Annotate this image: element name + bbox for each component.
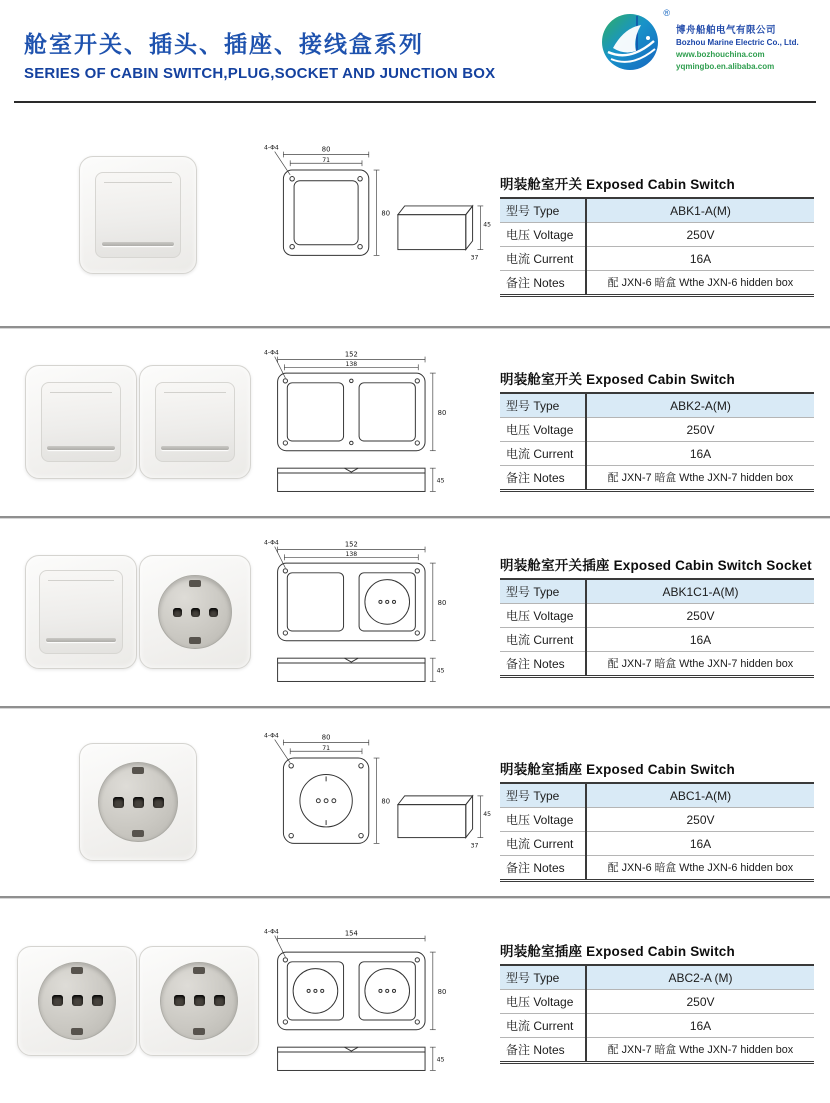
spec-title-zh: 明装舱室插座 bbox=[500, 762, 583, 777]
product-photo-switch-socket bbox=[25, 555, 251, 669]
dimension-drawing-double-socket bbox=[264, 923, 492, 1078]
svg-text:45: 45 bbox=[483, 221, 492, 229]
switch-rocker bbox=[155, 382, 235, 462]
spec-row-current: 电流 Current 16A bbox=[500, 628, 814, 652]
spec-title-zh: 明装舱室开关插座 bbox=[500, 558, 610, 573]
spec-row-notes: 备注 Notes 配 JXN-7 暗盒 Wthe JXN-7 hidden box bbox=[500, 652, 814, 677]
company-text-block bbox=[676, 22, 808, 71]
spec-row-notes: 备注 Notes 配 JXN-6 暗盒 Wthe JXN-6 hidden box bbox=[500, 856, 814, 881]
page-header bbox=[0, 0, 830, 103]
product-photo-double-socket bbox=[17, 946, 259, 1056]
spec-row-type: 型号 Type ABK1-A(M) bbox=[500, 198, 814, 223]
svg-text:138: 138 bbox=[345, 361, 358, 369]
company-url-2: yqmingbo.en.alibaba.com bbox=[676, 62, 775, 71]
spec-title bbox=[500, 758, 814, 778]
spec-block-abc1 bbox=[494, 758, 816, 882]
spec-row-current: 电流 Current 16A bbox=[500, 1014, 814, 1038]
section-abc1 bbox=[0, 708, 830, 898]
registered-mark: ® bbox=[663, 8, 670, 18]
dimension-drawing-single-socket bbox=[264, 727, 492, 877]
section-abk1 bbox=[0, 103, 830, 328]
page-title-block bbox=[24, 26, 495, 82]
company-url-1: www.bozhouchina.com bbox=[676, 50, 765, 59]
spec-title bbox=[500, 173, 814, 193]
svg-text:37: 37 bbox=[470, 842, 479, 850]
dimension-drawing-switch-socket bbox=[264, 534, 492, 689]
spec-table bbox=[500, 964, 814, 1064]
spec-title-en: Exposed Cabin Switch bbox=[586, 372, 735, 387]
switch-rocker bbox=[95, 172, 181, 258]
svg-text:4-Φ4: 4-Φ4 bbox=[264, 144, 279, 152]
svg-text:80: 80 bbox=[381, 797, 391, 806]
spec-title-en: Exposed Cabin Switch bbox=[586, 944, 735, 959]
spec-row-notes: 备注 Notes 配 JXN-7 暗盒 Wthe JXN-7 hidden box bbox=[500, 1038, 814, 1063]
spec-row-current: 电流 Current 16A bbox=[500, 247, 814, 271]
switch-rocker bbox=[39, 570, 123, 654]
spec-row-notes: 备注 Notes 配 JXN-6 暗盒 Wthe JXN-6 hidden box bbox=[500, 271, 814, 296]
spec-title-zh: 明装舱室插座 bbox=[500, 944, 583, 959]
page-title-en: SERIES OF CABIN SWITCH,PLUG,SOCKET AND JUNCTION BOX bbox=[24, 65, 496, 82]
switch-rocker bbox=[41, 382, 121, 462]
svg-text:4-Φ4: 4-Φ4 bbox=[264, 732, 279, 740]
svg-text:152: 152 bbox=[344, 351, 358, 360]
product-photo-single-socket bbox=[79, 743, 197, 861]
svg-text:80: 80 bbox=[381, 209, 391, 218]
svg-text:80: 80 bbox=[321, 145, 331, 154]
spec-row-voltage: 电压 Voltage 250V bbox=[500, 223, 814, 247]
spec-row-type: 型号 Type ABC2-A (M) bbox=[500, 965, 814, 990]
company-logo-icon bbox=[600, 8, 664, 74]
svg-text:4-Φ4: 4-Φ4 bbox=[264, 540, 279, 548]
spec-title-zh: 明装舱室开关 bbox=[500, 372, 583, 387]
spec-block-abc2 bbox=[494, 940, 816, 1064]
spec-row-type: 型号 Type ABC1-A(M) bbox=[500, 783, 814, 808]
svg-text:45: 45 bbox=[436, 1056, 445, 1064]
svg-text:45: 45 bbox=[483, 811, 492, 819]
spec-title-en: Exposed Cabin Switch Socket bbox=[613, 558, 812, 573]
company-logo-block bbox=[600, 8, 808, 76]
section-abk1c1 bbox=[0, 518, 830, 708]
dimension-drawing-double-switch bbox=[264, 344, 492, 499]
company-name-en: Bozhou Marine Electric Co., Ltd. bbox=[676, 38, 799, 47]
spec-block-abk1 bbox=[494, 173, 816, 297]
spec-title-en: Exposed Cabin Switch bbox=[586, 177, 735, 192]
spec-row-current: 电流 Current 16A bbox=[500, 832, 814, 856]
svg-text:80: 80 bbox=[437, 599, 447, 608]
svg-text:138: 138 bbox=[345, 551, 358, 559]
dimension-drawing-single-switch bbox=[264, 139, 492, 289]
svg-text:152: 152 bbox=[344, 541, 358, 550]
svg-text:37: 37 bbox=[470, 254, 479, 262]
socket-outlet bbox=[98, 762, 178, 842]
spec-table bbox=[500, 197, 814, 297]
product-photo-double-switch bbox=[25, 365, 251, 479]
svg-text:80: 80 bbox=[437, 987, 447, 996]
svg-text:45: 45 bbox=[436, 668, 445, 676]
spec-table bbox=[500, 578, 814, 678]
product-photo-single-switch bbox=[79, 156, 197, 274]
svg-text:154: 154 bbox=[344, 929, 358, 938]
socket-outlet bbox=[158, 575, 232, 649]
svg-text:80: 80 bbox=[321, 733, 331, 742]
socket-outlet bbox=[38, 962, 116, 1040]
spec-title-zh: 明装舱室开关 bbox=[500, 177, 583, 192]
svg-text:80: 80 bbox=[437, 409, 447, 418]
spec-title bbox=[500, 368, 814, 388]
socket-outlet bbox=[160, 962, 238, 1040]
spec-table bbox=[500, 782, 814, 882]
spec-row-voltage: 电压 Voltage 250V bbox=[500, 808, 814, 832]
spec-row-current: 电流 Current 16A bbox=[500, 442, 814, 466]
page-title-zh: 舱室开关、插头、插座、接线盒系列 bbox=[24, 31, 424, 57]
svg-text:71: 71 bbox=[322, 157, 330, 165]
company-name-zh: 博舟船舶电气有限公司 bbox=[676, 25, 777, 36]
spec-row-voltage: 电压 Voltage 250V bbox=[500, 418, 814, 442]
spec-title-en: Exposed Cabin Switch bbox=[586, 762, 735, 777]
svg-text:71: 71 bbox=[322, 744, 330, 752]
spec-block-abk1c1 bbox=[494, 554, 816, 678]
spec-row-voltage: 电压 Voltage 250V bbox=[500, 604, 814, 628]
spec-block-abk2 bbox=[494, 368, 816, 492]
spec-title bbox=[500, 554, 814, 574]
spec-row-notes: 备注 Notes 配 JXN-7 暗盒 Wthe JXN-7 hidden box bbox=[500, 466, 814, 491]
spec-table bbox=[500, 392, 814, 492]
spec-row-voltage: 电压 Voltage 250V bbox=[500, 990, 814, 1014]
svg-text:4-Φ4: 4-Φ4 bbox=[264, 350, 279, 358]
svg-text:45: 45 bbox=[436, 478, 445, 486]
section-abc2 bbox=[0, 898, 830, 1103]
spec-row-type: 型号 Type ABK2-A(M) bbox=[500, 393, 814, 418]
svg-text:4-Φ4: 4-Φ4 bbox=[264, 928, 279, 936]
section-abk2 bbox=[0, 328, 830, 518]
spec-title bbox=[500, 940, 814, 960]
spec-row-type: 型号 Type ABK1C1-A(M) bbox=[500, 579, 814, 604]
